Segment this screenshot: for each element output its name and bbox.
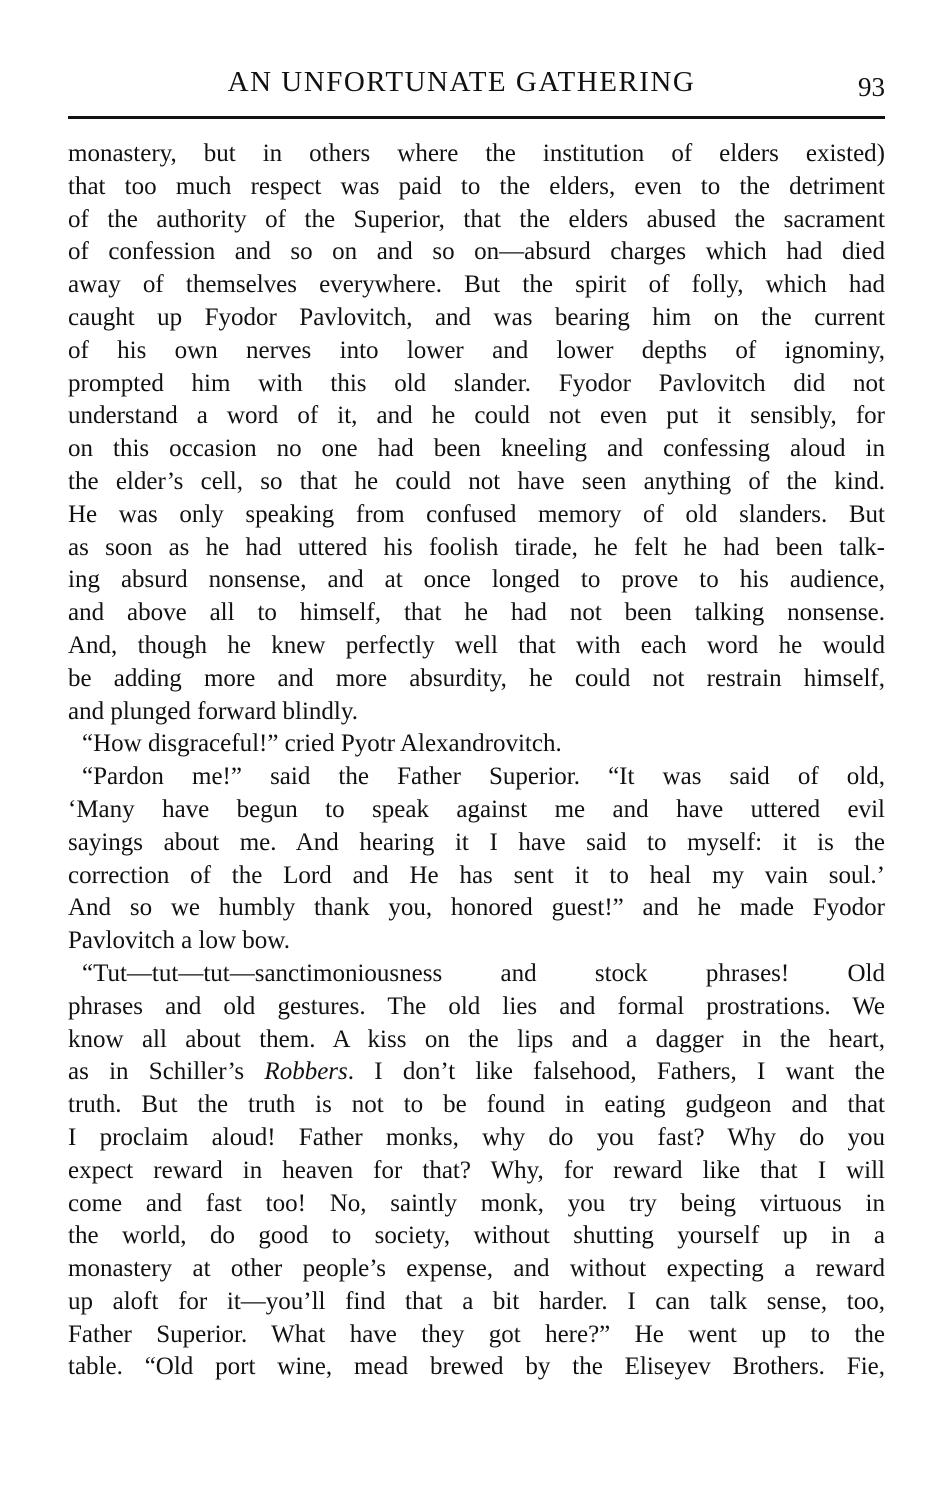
text-segment: and above all to himself, that he had not been talking nonsense. [68, 599, 885, 627]
text-line [68, 1188, 885, 1221]
text-line [68, 466, 885, 499]
text-segment: of his own nerves into lower and lower depths of ignominy, [68, 336, 885, 364]
text-segment: the world, do good to society, without shutting yourself up in a [68, 1222, 885, 1250]
text-line-content [68, 564, 885, 597]
text-line-content [68, 630, 885, 663]
text-segment: that too much respect was paid to the elders, even to the detriment [68, 172, 885, 200]
text-segment: And, though he knew perfectly well that with each word he would [68, 631, 885, 659]
text-line-content [68, 138, 885, 171]
text-line [68, 761, 885, 794]
text-line [68, 532, 885, 565]
text-segment: understand a word of it, and he could not even put it sensibly, for [68, 402, 885, 430]
text-line [68, 368, 885, 401]
text-segment: the elder’s cell, so that he could not have seen anything of the kind. [68, 467, 885, 495]
text-line-content [68, 236, 885, 269]
text-segment: . I don’t like falsehood, Fathers, I want the [347, 1058, 885, 1086]
text-line [68, 171, 885, 204]
text-line [68, 1089, 885, 1122]
text-segment: truth. But the truth is not to be found in eating gudgeon and that [68, 1091, 885, 1119]
text-line-content [68, 269, 885, 302]
text-segment: of the authority of the Superior, that the elders abused the sacrament [68, 205, 885, 233]
text-segment: “How disgraceful!” cried Pyotr Alexandrovitch. [82, 730, 562, 758]
text-line-content [68, 1351, 885, 1384]
text-line-content [68, 1253, 885, 1286]
text-line-content [68, 1155, 885, 1188]
text-segment: prompted him with this old slander. Fyodor Pavlovitch did not [68, 369, 885, 397]
text-line-content [68, 368, 885, 401]
text-line-content [82, 761, 885, 794]
italic-title: Robbers [264, 1058, 348, 1086]
text-line [68, 1122, 885, 1155]
text-line-content [82, 728, 885, 761]
text-line-content [68, 892, 885, 925]
text-line-content [68, 1220, 885, 1253]
text-segment: sayings about me. And hearing it I have said to myself: it is the [68, 828, 885, 856]
text-line [68, 892, 885, 925]
text-line-content [68, 433, 885, 466]
text-line [68, 1056, 885, 1089]
text-line-content [68, 794, 885, 827]
text-line [68, 335, 885, 368]
text-segment: ‘Many have begun to speak against me and have uttered evil [68, 795, 885, 823]
page-number: 93 [858, 72, 885, 102]
text-segment: be adding more and more absurdity, he could not restrain himself, [68, 664, 885, 692]
text-line [68, 269, 885, 302]
text-line-content [68, 925, 885, 958]
text-line [68, 794, 885, 827]
text-line [68, 991, 885, 1024]
text-line [68, 204, 885, 237]
text-segment: Father Superior. What have they got here?” He went up to the [68, 1320, 885, 1348]
text-line [68, 499, 885, 532]
text-line [68, 302, 885, 335]
text-line [68, 597, 885, 630]
text-segment: “Tut—tut—tut—sanctimoniousness and stock phrases! Old [82, 959, 885, 987]
text-line-content [68, 827, 885, 860]
text-line-content [68, 532, 885, 565]
text-line-content [68, 696, 885, 729]
text-segment: And so we humbly thank you, honored guest!” and he made Fyodor [68, 894, 885, 922]
text-line-content [68, 597, 885, 630]
text-line-content [68, 663, 885, 696]
text-segment: know all about them. A kiss on the lips and a dagger in the heart, [68, 1025, 885, 1053]
text-segment: on this occasion no one had been kneeling and confessing aloud in [68, 435, 885, 463]
text-segment: I proclaim aloud! Father monks, why do you fast? Why do you [68, 1123, 885, 1151]
running-header [68, 66, 885, 106]
text-line [68, 663, 885, 696]
text-line [68, 138, 885, 171]
text-line-content [68, 1024, 885, 1057]
text-line [68, 925, 885, 958]
text-line [68, 1220, 885, 1253]
text-line-content [68, 400, 885, 433]
text-line [68, 564, 885, 597]
text-line-content [68, 335, 885, 368]
text-line-content [68, 1286, 885, 1319]
text-line [68, 1286, 885, 1319]
chapter-title: AN UNFORTUNATE GATHERING [227, 66, 696, 98]
text-line-content [68, 1056, 885, 1089]
text-segment: as in Schiller’s [68, 1058, 265, 1086]
text-line [68, 236, 885, 269]
text-segment: “Pardon me!” said the Father Superior. “It was said of old, [82, 763, 885, 791]
text-line [68, 696, 885, 729]
text-line [68, 1319, 885, 1352]
text-segment: caught up Fyodor Pavlovitch, and was bearing him on the current [68, 303, 885, 331]
text-segment: up aloft for it—you’ll find that a bit harder. I can talk sense, too, [68, 1287, 885, 1315]
text-line-content [68, 991, 885, 1024]
text-line [68, 1155, 885, 1188]
header-rule [68, 116, 885, 119]
text-line [68, 860, 885, 893]
text-line-content [68, 1188, 885, 1221]
text-segment: table. “Old port wine, mead brewed by the Eliseyev Brothers. Fie, [68, 1353, 885, 1381]
text-line [68, 958, 885, 991]
text-line-content [68, 171, 885, 204]
text-segment: ing absurd nonsense, and at once longed to prove to his audience, [68, 566, 885, 594]
text-segment: monastery at other people’s expense, and without expecting a reward [68, 1255, 885, 1283]
text-segment: and plunged forward blindly. [68, 697, 358, 725]
text-line-content [68, 499, 885, 532]
text-line-content [68, 1122, 885, 1155]
text-line [68, 630, 885, 663]
text-line-content [68, 860, 885, 893]
text-line-content [68, 302, 885, 335]
text-segment: phrases and old gestures. The old lies and formal prostrations. We [68, 992, 885, 1020]
text-line-content [68, 204, 885, 237]
text-segment: He was only speaking from confused memory of old slanders. But [68, 500, 885, 528]
text-line-content [82, 958, 885, 991]
text-segment: Pavlovitch a low bow. [68, 927, 290, 955]
text-segment: expect reward in heaven for that? Why, for reward like that I will [68, 1156, 885, 1184]
text-line [68, 400, 885, 433]
text-line [68, 728, 885, 761]
text-segment: as soon as he had uttered his foolish tirade, he felt he had been talk- [68, 533, 885, 561]
text-segment: correction of the Lord and He has sent it to heal my vain soul.’ [68, 861, 885, 889]
text-segment: of confession and so on and so on—absurd charges which had died [68, 238, 885, 266]
text-line-content [68, 466, 885, 499]
page-body-text [68, 138, 885, 1384]
text-line-content [68, 1089, 885, 1122]
text-line [68, 1351, 885, 1384]
text-line [68, 1253, 885, 1286]
text-segment: monastery, but in others where the institution of elders existed) [68, 140, 885, 167]
text-line [68, 827, 885, 860]
text-line [68, 1024, 885, 1057]
text-line [68, 433, 885, 466]
text-segment: away of themselves everywhere. But the spirit of folly, which had [68, 271, 885, 299]
text-line-content [68, 1319, 885, 1352]
text-segment: come and fast too! No, saintly monk, you try being virtuous in [68, 1189, 885, 1217]
